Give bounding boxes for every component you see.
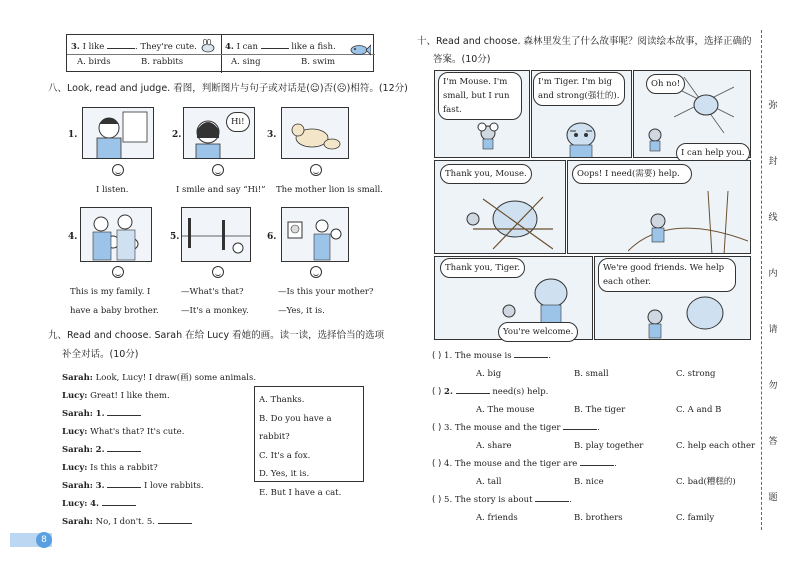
answer-blank-3[interactable] [107, 478, 141, 488]
speech-thank-you-mouse: Thank you, Mouse. [440, 164, 532, 184]
question-row-5: ( ) 5. The story is about . [432, 491, 762, 509]
section10-title-line1: 十、Read and choose. 森林里发生了什么故事呢？阅读绘本故事，选择正确的 [417, 36, 752, 47]
dialogue-line: Lucy: 4. [62, 495, 256, 513]
item-number: 2. [172, 130, 182, 140]
q3-option-c: C. help each other [676, 441, 756, 451]
judge-face-1[interactable] [112, 164, 124, 176]
caption-6-line1: —Is this your mother? [278, 287, 374, 297]
seal-text: 弥 封 线 内 请 勿 答 题 [768, 101, 778, 503]
q3-option-b: B. rabbits [141, 57, 184, 67]
judge-face-5[interactable] [212, 266, 224, 278]
item-number: 6. [267, 232, 277, 242]
option-c: C. It's a fox. [259, 450, 311, 461]
q1-option-a: A. big [476, 369, 502, 379]
answer-paren-2[interactable]: ( ) [432, 387, 442, 397]
options-row-5 [432, 509, 762, 527]
reading-questions [432, 347, 762, 527]
question-row-4: ( ) 4. The mouse and the tiger are . [432, 455, 762, 473]
picture-lions [281, 107, 349, 159]
fish-icon [349, 41, 371, 53]
caption-5-line2: —It's a monkey. [181, 306, 249, 316]
q1-option-c: C. strong [676, 369, 716, 379]
caption-5-line1: —What's that? [181, 287, 244, 297]
q4-option-a: A. sing [231, 57, 261, 67]
speech-friends: We're good friends. We help each other. [598, 258, 736, 292]
option-a: A. Thanks. [259, 395, 305, 405]
options-row-1 [432, 365, 762, 383]
section8-title: 八、Look, read and judge. 看图，判断图片与句子或对话是(☺)否(☹)相符。(12分) [48, 83, 408, 94]
caption-2: I smile and say “Hi!” [176, 185, 266, 195]
hi-bubble: Hi! [226, 112, 250, 132]
q5-option-c: C. family [676, 513, 715, 523]
q5-option-b: B. brothers [574, 513, 623, 523]
answer-paren-1[interactable]: ( ) [432, 351, 442, 361]
speech-oops: Oops! I need(需要) help. [572, 164, 692, 184]
q4-text: 4. I can like a fish. [225, 39, 336, 52]
q4-option-b: B. swim [301, 57, 336, 67]
q5-option-a: A. friends [476, 513, 518, 523]
caption-6-line2: —Yes, it is. [278, 306, 325, 316]
picture-boy-listening [82, 107, 154, 159]
option-d: D. Yes, it is. [259, 469, 310, 479]
q4-option-b: B. nice [574, 477, 604, 487]
picture-family [80, 207, 152, 262]
option-b: B. Do you have a rabbit? [259, 413, 332, 442]
picture-mother-photo [281, 207, 349, 262]
dialogue [62, 369, 256, 531]
picture-girl-hi [183, 107, 255, 159]
options-row-2 [432, 401, 762, 419]
q1-option-b: B. small [574, 369, 609, 379]
speech-tiger: I'm Tiger. I'm big and strong(强壮的). [533, 72, 625, 106]
q3-option-a: A. birds [77, 57, 111, 67]
speech-mouse: I'm Mouse. I'm small, but I run fast. [438, 72, 522, 120]
dialogue-line: Sarah: 3. I love rabbits. [62, 477, 256, 495]
caption-4-line2: have a baby brother. [70, 306, 159, 316]
item-number: 1. [68, 130, 78, 140]
item-number: 3. [267, 130, 277, 140]
question-row-1: ( ) 1. The mouse is . [432, 347, 762, 365]
q3-option-b: B. play together [574, 441, 644, 451]
answer-blank-2[interactable] [107, 442, 141, 452]
speech-help: I can help you. [676, 143, 750, 163]
q4-option-a: A. tall [476, 477, 502, 487]
speech-oh-no: Oh no! [646, 74, 685, 94]
question-row-3: ( ) 3. The mouse and the tiger . [432, 419, 762, 437]
dialogue-line: Sarah: 1. [62, 405, 256, 423]
judge-face-6[interactable] [310, 266, 322, 278]
dialogue-line: Sarah: Look, Lucy! I draw(画) some animals. [62, 373, 257, 383]
dialogue-line: Lucy: Great! I like them. [62, 391, 170, 401]
item-number: 4. [68, 232, 78, 242]
caption-3: The mother lion is small. [276, 185, 383, 195]
section9-title-line2: 补全对话。(10分) [62, 349, 139, 360]
q2-option-b: B. The tiger [574, 405, 626, 415]
options-box [254, 386, 364, 498]
answer-blank-1[interactable] [107, 406, 141, 416]
caption-4-line1: This is my family. I [70, 287, 151, 297]
option-e: E. But I have a cat. [259, 487, 342, 498]
options-row-3 [432, 437, 762, 455]
q4-option-c: C. bad(糟糕的) [676, 477, 736, 487]
speech-welcome: You're welcome. [498, 322, 578, 342]
q2-option-c: C. A and B [676, 405, 722, 415]
item-number: 5. [170, 232, 180, 242]
speech-thank-you-tiger: Thank you, Tiger. [440, 258, 525, 278]
caption-1: I listen. [96, 185, 129, 195]
answer-paren-4[interactable]: ( ) [432, 459, 442, 469]
dialogue-line: Sarah: No, I don't. 5. [62, 513, 256, 531]
q3-option-a: A. share [476, 441, 512, 451]
section10-title-line2: 答案。(10分) [433, 54, 491, 65]
answer-paren-3[interactable]: ( ) [432, 423, 442, 433]
dialogue-line: Lucy: Is this a rabbit? [62, 463, 158, 473]
judge-face-3[interactable] [310, 164, 322, 176]
question-row-2: ( ) 2. need(s) help. [432, 383, 762, 401]
judge-face-4[interactable] [112, 266, 124, 278]
answer-paren-5[interactable]: ( ) [432, 495, 442, 505]
section9-title-line1: 九、Read and choose. Sarah 在给 Lucy 看她的画。读一读，选择恰当的选项 [48, 330, 385, 341]
q2-option-a: A. The mouse [476, 405, 535, 415]
answer-blank-4[interactable] [102, 496, 136, 506]
rabbit-icon [199, 38, 217, 52]
judge-face-2[interactable] [212, 164, 224, 176]
options-row-4 [432, 473, 762, 491]
picture-zoo-monkey [181, 207, 251, 262]
dialogue-line: Sarah: 2. [62, 441, 256, 459]
page-number: 8 [36, 532, 52, 548]
q3-text: 3. I like . They're cute. [71, 39, 197, 52]
dialogue-line: Lucy: What's that? It's cute. [62, 427, 185, 437]
top-question-box [66, 34, 374, 72]
answer-blank-5[interactable] [158, 514, 192, 524]
seal-line [761, 30, 762, 530]
